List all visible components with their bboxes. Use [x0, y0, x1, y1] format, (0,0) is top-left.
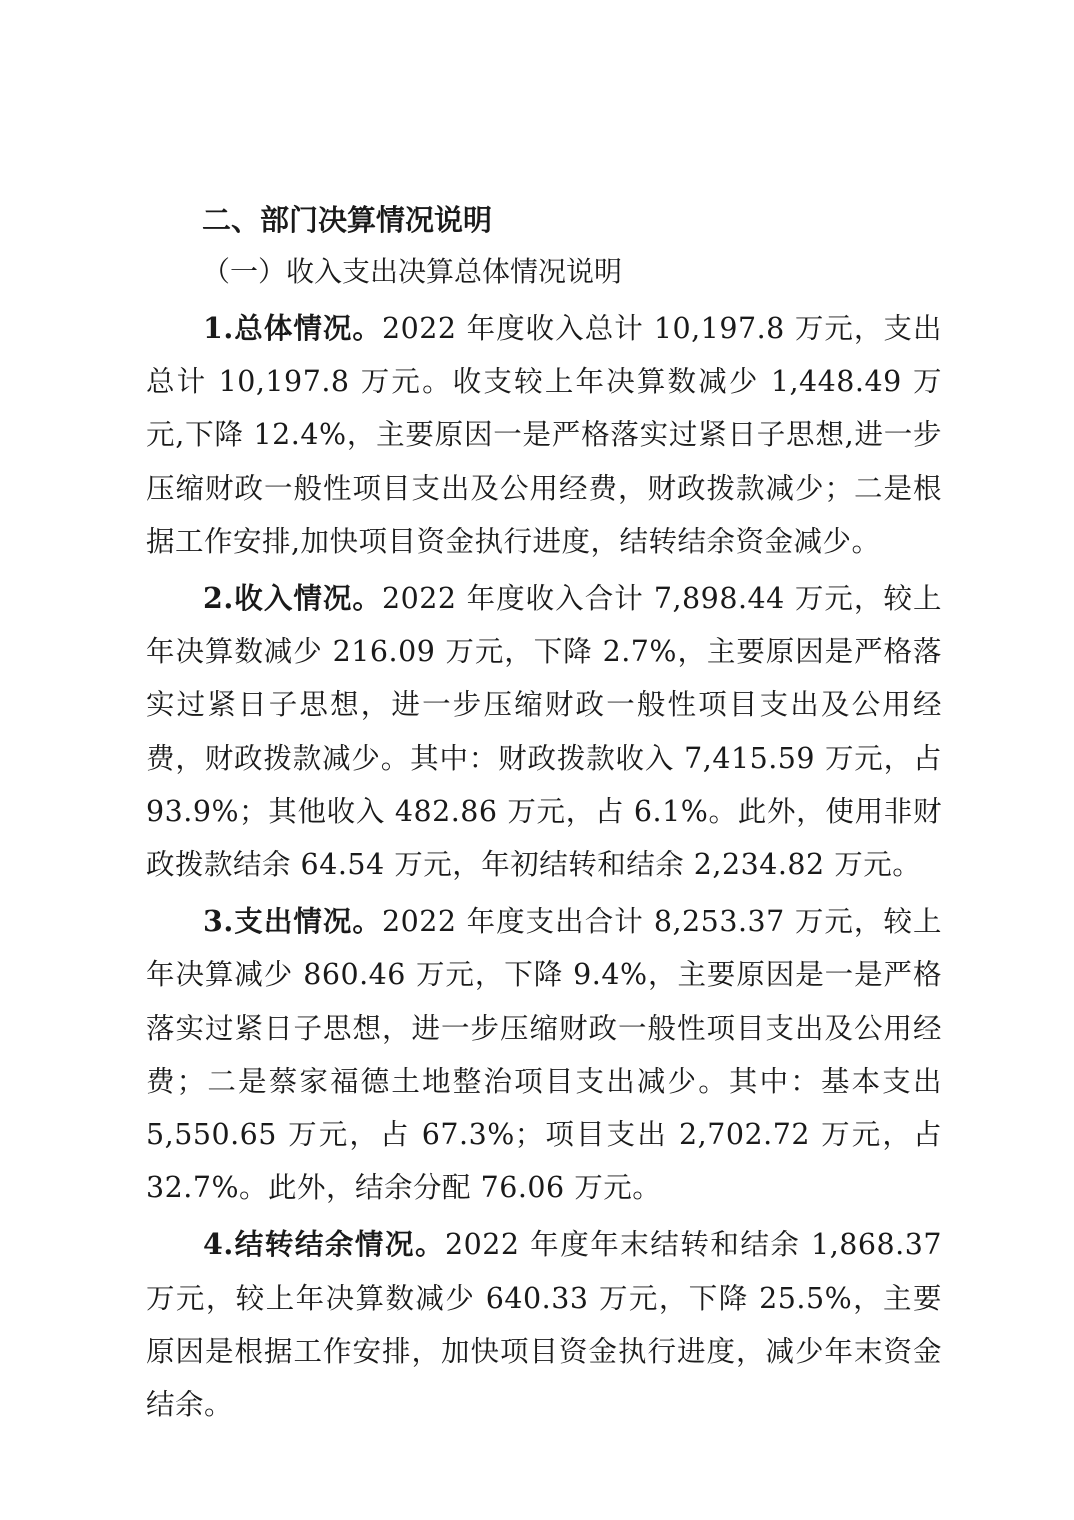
paragraph-text: 2022 年度收入总计 10,197.8 万元，支出总计 10,197.8 万元。收支较上年决算数减少 1,448.49 万元,下降 12.4%，主要原因一是严格落实过紧日子思想,进一步压缩财政一般性项目支出及公用经费，财政拨款减少；二是根据工作安排,加快项目资金执行进度，结转结余资金减少。	[146, 312, 942, 558]
document-page	[146, 198, 942, 1435]
paragraph-lead: 2.收入情况。	[203, 581, 382, 616]
paragraph-lead: 3.支出情况。	[203, 904, 382, 939]
paragraph-expenditure	[146, 895, 942, 1214]
section-heading: 二、部门决算情况说明	[202, 203, 493, 237]
paragraph-overall	[146, 302, 942, 568]
paragraph-text: 2022 年度收入合计 7,898.44 万元，较上年决算数减少 216.09 万元，下降 2.7%，主要原因是严格落实过紧日子思想，进一步压缩财政一般性项目支出及公用经费，财政拨款减少。其中：财政拨款收入 7,415.59 万元，占 93.9%；其他收入 482.86 万元，占 6.1%。此外，使用非财政拨款结余 64.54 万元，年初结转和结余 2,234.82 万元。	[146, 582, 942, 882]
paragraph-income	[146, 572, 942, 891]
paragraph-balance	[146, 1218, 942, 1431]
paragraph-lead: 4.结转结余情况。	[203, 1227, 446, 1262]
subsection-heading: （一）收入支出决算总体情况说明	[202, 255, 623, 288]
paragraph-text: 2022 年度年末结转和结余 1,868.37 万元，较上年决算数减少 640.33 万元，下降 25.5%，主要原因是根据工作安排，加快项目资金执行进度，减少年末资金结余。	[146, 1228, 942, 1422]
paragraph-text: 2022 年度支出合计 8,253.37 万元，较上年决算减少 860.46 万元，下降 9.4%，主要原因是一是严格落实过紧日子思想，进一步压缩财政一般性项目支出及公用经费；二是蔡家福德土地整治项目支出减少。其中：基本支出 5,550.65 万元，占 67.3%；项目支出 2,702.72 万元，占 32.7%。此外，结余分配 76.06 万元。	[146, 905, 942, 1205]
paragraph-lead: 1.总体情况。	[203, 311, 382, 345]
